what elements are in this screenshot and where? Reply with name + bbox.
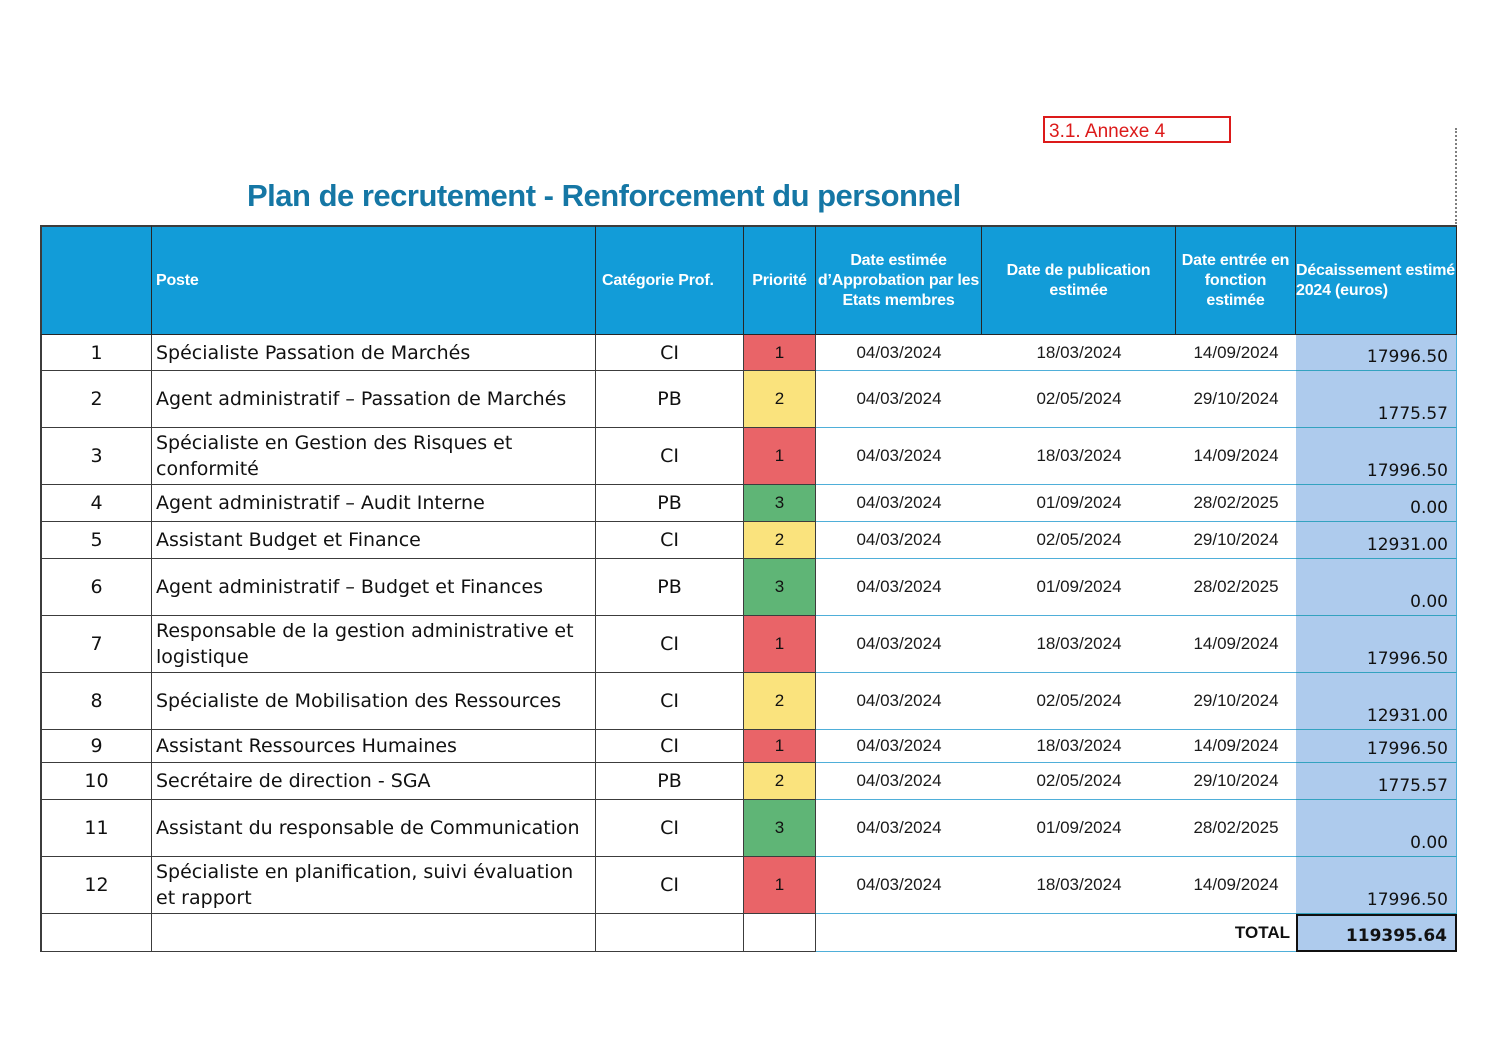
total-empty-number bbox=[40, 914, 152, 952]
poste-cell: Spécialiste en Gestion des Risques et conformité bbox=[152, 428, 596, 485]
date-entree-cell: 14/09/2024 bbox=[1176, 335, 1296, 371]
date-approbation-cell: 04/03/2024 bbox=[816, 857, 982, 914]
table-row bbox=[40, 485, 1457, 522]
date-entree-cell: 28/02/2025 bbox=[1176, 800, 1296, 857]
table-row bbox=[40, 857, 1457, 914]
poste-cell: Assistant du responsable de Communication bbox=[152, 800, 596, 857]
header-date-approbation: Date estimée d’Approbation par les Etats membres bbox=[816, 225, 982, 335]
table-row bbox=[40, 800, 1457, 857]
date-publication-cell: 18/03/2024 bbox=[982, 428, 1176, 485]
table-row bbox=[40, 616, 1457, 673]
categorie-cell: CI bbox=[596, 800, 744, 857]
annex-reference-box: 3.1. Annexe 4 bbox=[1043, 116, 1231, 143]
poste-cell: Assistant Ressources Humaines bbox=[152, 730, 596, 763]
categorie-cell: PB bbox=[596, 559, 744, 616]
poste-cell: Spécialiste de Mobilisation des Ressources bbox=[152, 673, 596, 730]
date-publication-cell: 02/05/2024 bbox=[982, 763, 1176, 800]
date-approbation-cell: 04/03/2024 bbox=[816, 335, 982, 371]
date-approbation-cell: 04/03/2024 bbox=[816, 559, 982, 616]
total-amount: 119395.64 bbox=[1296, 914, 1457, 952]
date-approbation-cell: 04/03/2024 bbox=[816, 800, 982, 857]
priorite-cell: 1 bbox=[744, 616, 816, 673]
priorite-cell: 1 bbox=[744, 428, 816, 485]
categorie-cell: PB bbox=[596, 485, 744, 522]
recruitment-table bbox=[40, 225, 1457, 952]
date-publication-cell: 01/09/2024 bbox=[982, 559, 1176, 616]
total-empty-categorie bbox=[596, 914, 744, 952]
categorie-cell: PB bbox=[596, 371, 744, 428]
header-date-publication: Date de publication estimée bbox=[982, 225, 1176, 335]
date-entree-cell: 14/09/2024 bbox=[1176, 616, 1296, 673]
date-publication-cell: 02/05/2024 bbox=[982, 522, 1176, 559]
page-margin-dotted-line bbox=[1455, 128, 1457, 224]
row-number-cell: 10 bbox=[40, 763, 152, 800]
date-publication-cell: 02/05/2024 bbox=[982, 673, 1176, 730]
poste-cell: Assistant Budget et Finance bbox=[152, 522, 596, 559]
montant-cell: 17996.50 bbox=[1296, 730, 1457, 763]
row-number-cell: 6 bbox=[40, 559, 152, 616]
date-approbation-cell: 04/03/2024 bbox=[816, 673, 982, 730]
date-approbation-cell: 04/03/2024 bbox=[816, 485, 982, 522]
row-number-cell: 8 bbox=[40, 673, 152, 730]
poste-cell: Spécialiste Passation de Marchés bbox=[152, 335, 596, 371]
date-approbation-cell: 04/03/2024 bbox=[816, 730, 982, 763]
date-approbation-cell: 04/03/2024 bbox=[816, 763, 982, 800]
date-publication-cell: 18/03/2024 bbox=[982, 335, 1176, 371]
row-number-cell: 5 bbox=[40, 522, 152, 559]
montant-cell: 17996.50 bbox=[1296, 616, 1457, 673]
montant-cell: 0.00 bbox=[1296, 485, 1457, 522]
priorite-cell: 2 bbox=[744, 763, 816, 800]
montant-cell: 0.00 bbox=[1296, 559, 1457, 616]
total-empty-priorite bbox=[744, 914, 816, 952]
header-poste: Poste bbox=[152, 225, 596, 335]
table-row bbox=[40, 371, 1457, 428]
montant-cell: 17996.50 bbox=[1296, 857, 1457, 914]
row-number-cell: 9 bbox=[40, 730, 152, 763]
page-title: Plan de recrutement - Renforcement du personnel bbox=[247, 178, 961, 213]
poste-cell: Agent administratif – Passation de Marchés bbox=[152, 371, 596, 428]
date-entree-cell: 29/10/2024 bbox=[1176, 371, 1296, 428]
date-entree-cell: 14/09/2024 bbox=[1176, 730, 1296, 763]
categorie-cell: CI bbox=[596, 616, 744, 673]
header-date-entree: Date entrée en fonction estimée bbox=[1176, 225, 1296, 335]
row-number-cell: 12 bbox=[40, 857, 152, 914]
date-entree-cell: 29/10/2024 bbox=[1176, 522, 1296, 559]
date-publication-cell: 18/03/2024 bbox=[982, 616, 1176, 673]
date-entree-cell: 29/10/2024 bbox=[1176, 673, 1296, 730]
date-entree-cell: 29/10/2024 bbox=[1176, 763, 1296, 800]
priorite-cell: 1 bbox=[744, 857, 816, 914]
categorie-cell: CI bbox=[596, 730, 744, 763]
date-entree-cell: 14/09/2024 bbox=[1176, 857, 1296, 914]
date-publication-cell: 02/05/2024 bbox=[982, 371, 1176, 428]
row-number-cell: 2 bbox=[40, 371, 152, 428]
priorite-cell: 3 bbox=[744, 559, 816, 616]
header-priorite: Priorité bbox=[744, 225, 816, 335]
poste-cell: Spécialiste en planification, suivi évaluation et rapport bbox=[152, 857, 596, 914]
date-entree-cell: 28/02/2025 bbox=[1176, 559, 1296, 616]
table-total-row bbox=[40, 914, 1457, 952]
priorite-cell: 1 bbox=[744, 335, 816, 371]
categorie-cell: CI bbox=[596, 522, 744, 559]
date-entree-cell: 14/09/2024 bbox=[1176, 428, 1296, 485]
montant-cell: 0.00 bbox=[1296, 800, 1457, 857]
date-publication-cell: 01/09/2024 bbox=[982, 485, 1176, 522]
date-entree-cell: 28/02/2025 bbox=[1176, 485, 1296, 522]
priorite-cell: 2 bbox=[744, 522, 816, 559]
table-row bbox=[40, 763, 1457, 800]
categorie-cell: CI bbox=[596, 335, 744, 371]
header-categorie: Catégorie Prof. bbox=[596, 225, 744, 335]
montant-cell: 17996.50 bbox=[1296, 335, 1457, 371]
poste-cell: Agent administratif – Budget et Finances bbox=[152, 559, 596, 616]
priorite-cell: 2 bbox=[744, 371, 816, 428]
table-header-row bbox=[40, 225, 1457, 335]
priorite-cell: 3 bbox=[744, 800, 816, 857]
priorite-cell: 1 bbox=[744, 730, 816, 763]
montant-cell: 17996.50 bbox=[1296, 428, 1457, 485]
date-approbation-cell: 04/03/2024 bbox=[816, 522, 982, 559]
montant-cell: 1775.57 bbox=[1296, 763, 1457, 800]
categorie-cell: CI bbox=[596, 428, 744, 485]
categorie-cell: PB bbox=[596, 763, 744, 800]
date-approbation-cell: 04/03/2024 bbox=[816, 616, 982, 673]
priorite-cell: 3 bbox=[744, 485, 816, 522]
date-approbation-cell: 04/03/2024 bbox=[816, 428, 982, 485]
header-number bbox=[40, 225, 152, 335]
header-decaissement: Décaissement estimé 2024 (euros) bbox=[1296, 225, 1457, 335]
row-number-cell: 3 bbox=[40, 428, 152, 485]
row-number-cell: 1 bbox=[40, 335, 152, 371]
table-row bbox=[40, 522, 1457, 559]
date-publication-cell: 18/03/2024 bbox=[982, 857, 1176, 914]
categorie-cell: CI bbox=[596, 673, 744, 730]
poste-cell: Agent administratif – Audit Interne bbox=[152, 485, 596, 522]
total-label: TOTAL bbox=[816, 914, 1296, 952]
table-body bbox=[40, 335, 1457, 914]
poste-cell: Responsable de la gestion administrative et logistique bbox=[152, 616, 596, 673]
priorite-cell: 2 bbox=[744, 673, 816, 730]
date-publication-cell: 01/09/2024 bbox=[982, 800, 1176, 857]
total-empty-poste bbox=[152, 914, 596, 952]
montant-cell: 1775.57 bbox=[1296, 371, 1457, 428]
row-number-cell: 11 bbox=[40, 800, 152, 857]
montant-cell: 12931.00 bbox=[1296, 522, 1457, 559]
categorie-cell: CI bbox=[596, 857, 744, 914]
table-row bbox=[40, 730, 1457, 763]
table-row bbox=[40, 428, 1457, 485]
table-row bbox=[40, 559, 1457, 616]
table-row bbox=[40, 673, 1457, 730]
poste-cell: Secrétaire de direction - SGA bbox=[152, 763, 596, 800]
date-approbation-cell: 04/03/2024 bbox=[816, 371, 982, 428]
row-number-cell: 7 bbox=[40, 616, 152, 673]
date-publication-cell: 18/03/2024 bbox=[982, 730, 1176, 763]
row-number-cell: 4 bbox=[40, 485, 152, 522]
table-row bbox=[40, 335, 1457, 371]
montant-cell: 12931.00 bbox=[1296, 673, 1457, 730]
